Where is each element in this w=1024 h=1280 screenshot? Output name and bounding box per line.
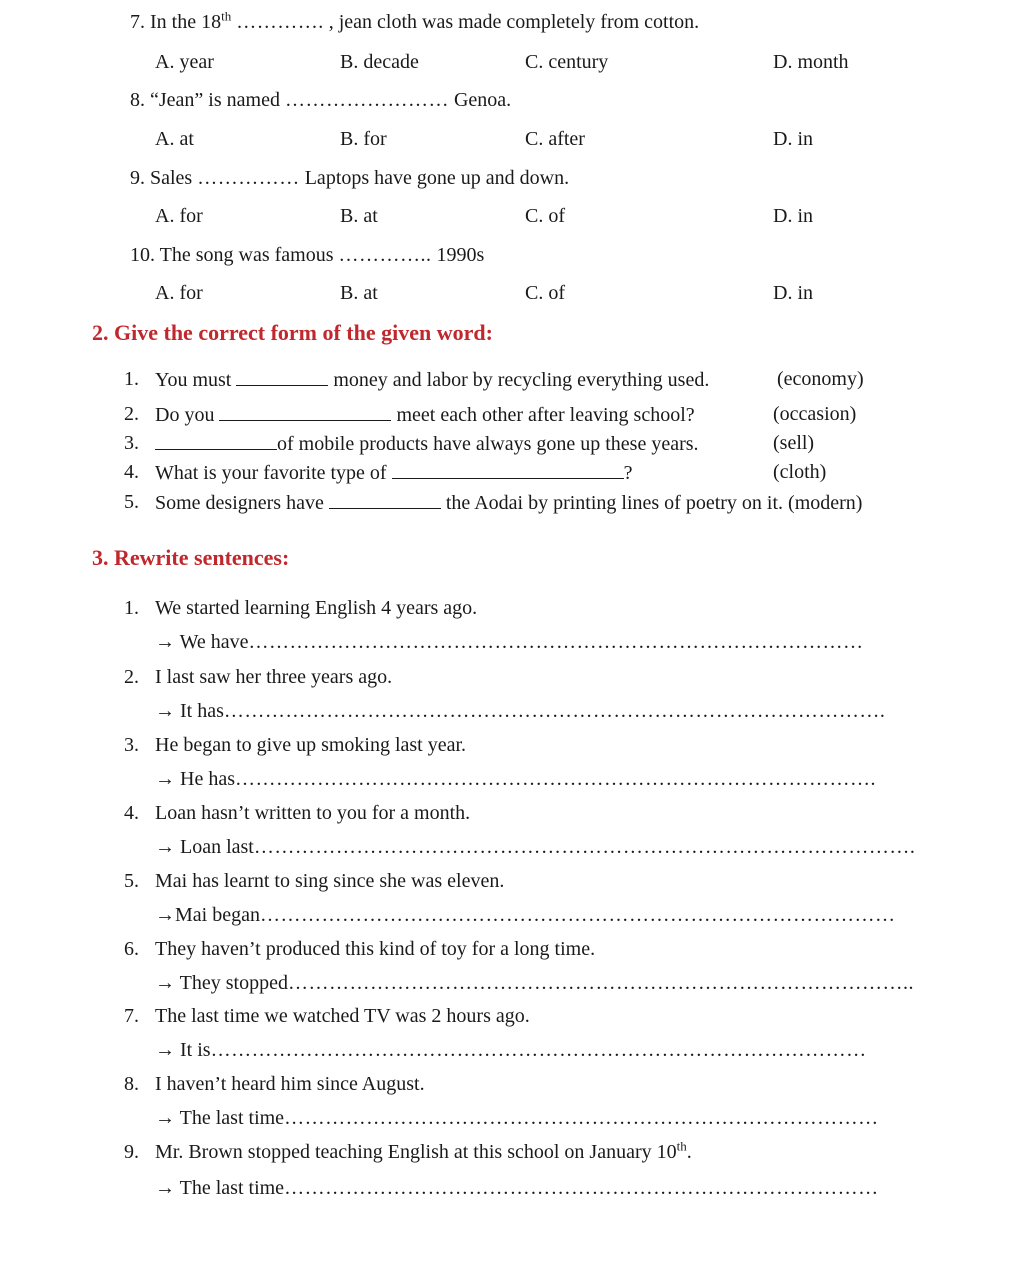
rewrite-line[interactable]: → Loan last……………………………………………………………………………………. [155, 836, 916, 858]
option-d[interactable]: D. month [773, 51, 849, 73]
option-b[interactable]: B. for [340, 128, 387, 150]
original-sentence: The last time we watched TV was 2 hours ago. [155, 1005, 530, 1027]
word-hint: (occasion) [773, 403, 857, 425]
original-sentence: He began to give up smoking last year. [155, 734, 467, 756]
option-b[interactable]: B. at [340, 282, 378, 304]
original-sentence: I haven’t heard him since August. [155, 1073, 425, 1095]
word-form-sentence: What is your favorite type of ? [155, 462, 633, 484]
option-d[interactable]: D. in [773, 205, 813, 227]
answer-blank[interactable]: ………….. [338, 244, 432, 266]
answer-blank[interactable] [236, 367, 328, 386]
answer-blank[interactable] [392, 460, 624, 479]
option-c[interactable]: C. century [525, 51, 609, 73]
original-sentence: I last saw her three years ago. [155, 666, 393, 688]
answer-blank[interactable] [155, 431, 277, 450]
rewrite-line[interactable]: → He has…………………………………………………………………………………. [155, 768, 876, 790]
word-hint: (modern) [788, 492, 863, 514]
option-a[interactable]: A. year [155, 51, 214, 73]
question-8-stem: 8. “Jean” is named …………………… Genoa. [130, 89, 512, 111]
answer-blank[interactable] [219, 402, 391, 421]
option-d[interactable]: D. in [773, 282, 813, 304]
word-hint: (cloth) [773, 461, 827, 483]
original-sentence: We started learning English 4 years ago. [155, 597, 478, 619]
word-form-sentence: You must money and labor by recycling everything used. [155, 369, 710, 391]
answer-blank[interactable]: …………… [197, 167, 300, 189]
rewrite-line[interactable]: → It has……………………………………………………………………………………. [155, 700, 886, 722]
word-form-sentence: of mobile products have always gone up these years. [155, 431, 699, 456]
original-sentence: Mr. Brown stopped teaching English at this school on January 10th. [155, 1138, 692, 1163]
question-9-stem: 9. Sales …………… Laptops have gone up and down. [130, 167, 570, 189]
rewrite-line[interactable]: →Mai began………………………………………………………………………………… [155, 904, 896, 926]
option-c[interactable]: C. of [525, 282, 565, 304]
word-hint: (economy) [777, 368, 864, 390]
rewrite-line[interactable]: → The last time…………………………………………………………………………… [155, 1177, 879, 1199]
original-sentence: They haven’t produced this kind of toy for a long time. [155, 938, 596, 960]
option-a[interactable]: A. at [155, 128, 194, 150]
option-b[interactable]: B. decade [340, 51, 419, 73]
answer-blank[interactable] [329, 490, 441, 509]
section-heading-word-form: 2. Give the correct form of the given word: [92, 320, 493, 345]
rewrite-line[interactable]: → It is…………………………………………………………………………………… [155, 1039, 867, 1061]
question-7-stem: 7. In the 18th …………. , jean cloth was made completely from cotton. [130, 8, 700, 33]
option-d[interactable]: D. in [773, 128, 813, 150]
original-sentence: Mai has learnt to sing since she was eleven. [155, 870, 505, 892]
word-form-sentence: Some designers have the Aodai by printing lines of poetry on it. (modern) [155, 492, 863, 514]
option-a[interactable]: A. for [155, 282, 203, 304]
option-b[interactable]: B. at [340, 205, 378, 227]
section-heading-rewrite: 3. Rewrite sentences: [92, 545, 290, 570]
answer-blank[interactable]: …………. [236, 11, 324, 33]
rewrite-line[interactable]: → We have……………………………………………………………………………… [155, 631, 864, 653]
word-form-sentence: Do you meet each other after leaving school? [155, 404, 695, 426]
answer-blank[interactable]: …………………… [284, 89, 449, 111]
rewrite-line[interactable]: → They stopped……………………………………………………………………………….. [155, 972, 914, 994]
rewrite-line[interactable]: → The last time…………………………………………………………………………… [155, 1107, 879, 1129]
option-c[interactable]: C. of [525, 205, 565, 227]
word-hint: (sell) [773, 432, 815, 454]
original-sentence: Loan hasn’t written to you for a month. [155, 802, 471, 824]
option-c[interactable]: C. after [525, 128, 585, 150]
option-a[interactable]: A. for [155, 205, 203, 227]
question-10-stem: 10. The song was famous ………….. 1990s [130, 244, 485, 266]
